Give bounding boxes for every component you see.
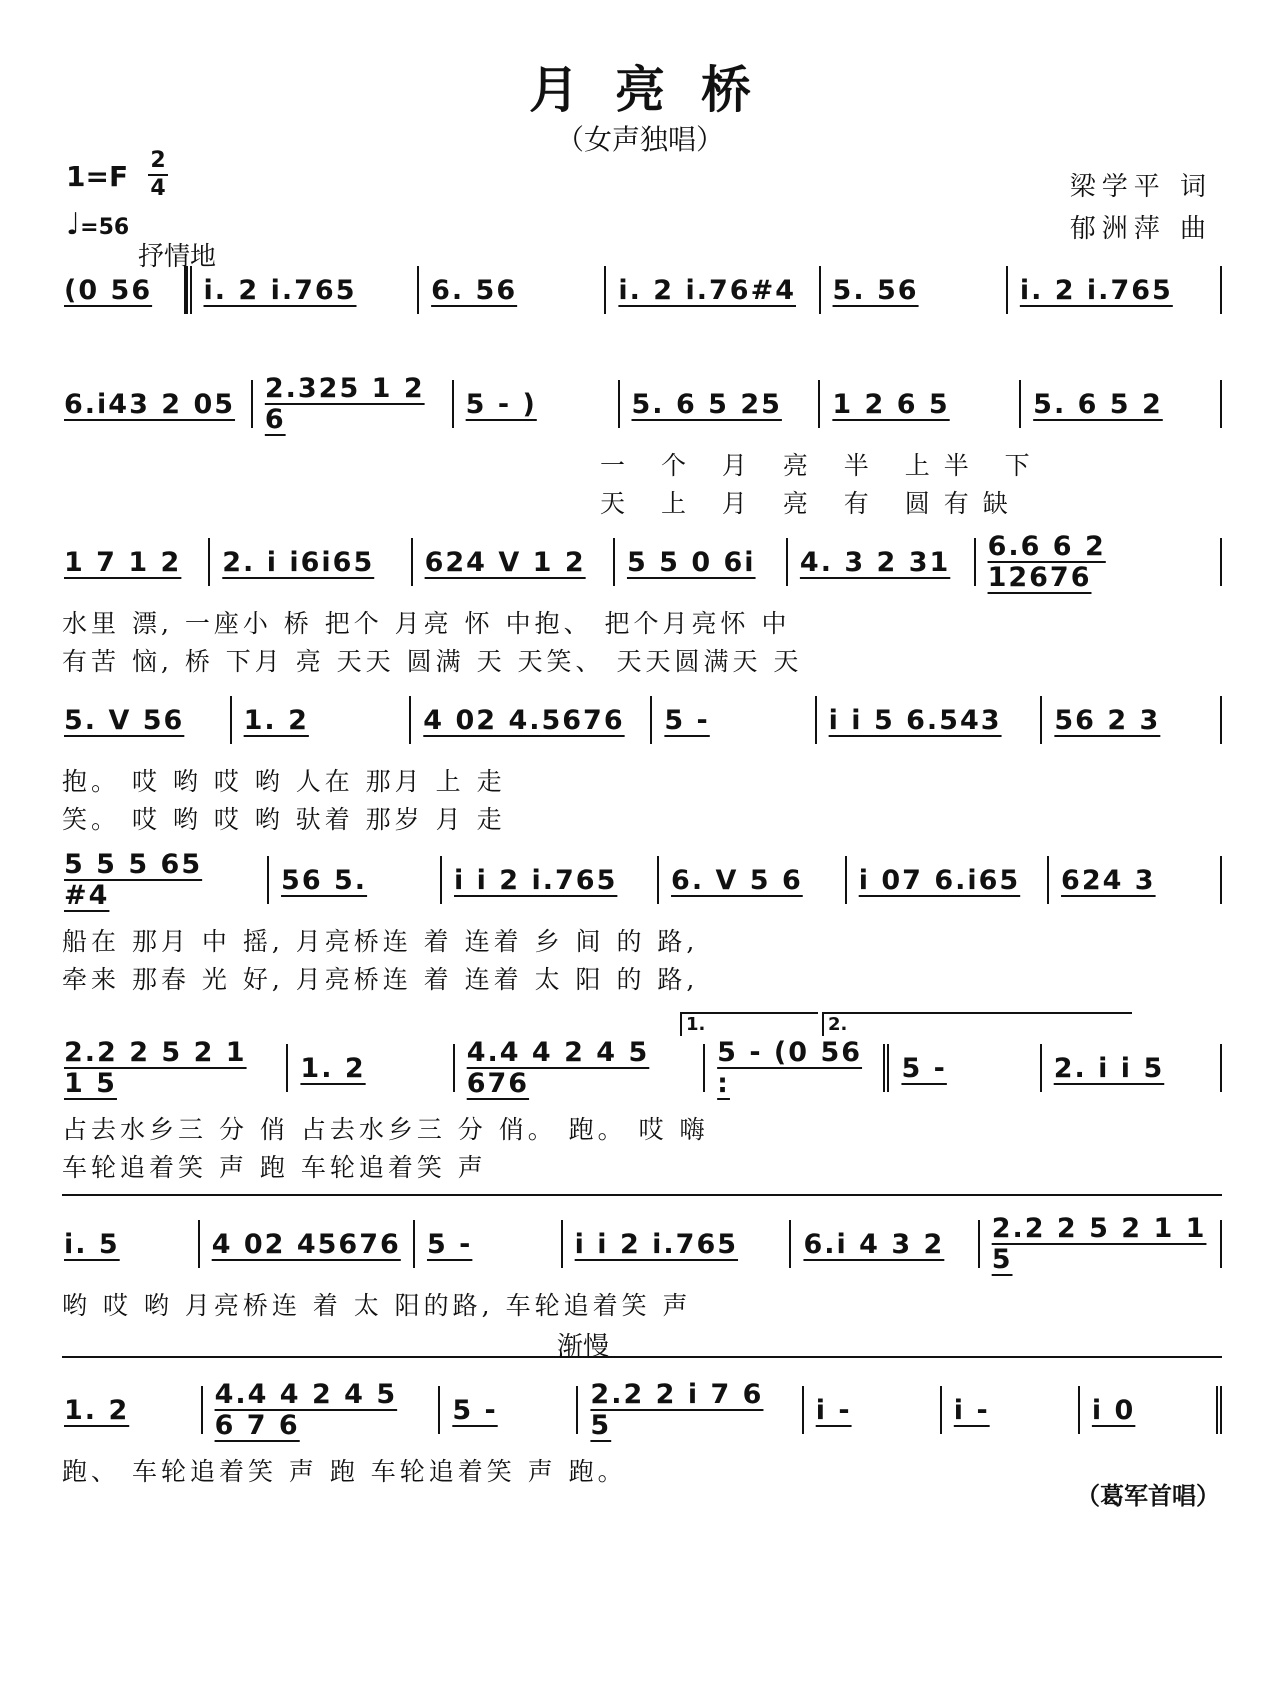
measure: i. 2 i.765 [1008,266,1222,314]
tempo-marking [66,207,129,242]
measure: 4.4 4 2 4 5 676 [455,1044,705,1092]
measure: 2.2 2 5 2 1 1 5 [980,1220,1222,1268]
lyric-verse-2: 笑。 哎 哟 哎 哟 驮着 那岁 月 走 [62,805,506,834]
measure: 2.2 2 i 7 6 5 [578,1386,803,1434]
measure: 2.2 2 5 2 1 1 5 [62,1044,288,1092]
lyricist-credit: 梁学平 词 [1069,172,1212,202]
measure: 5 5 5 65 #4 [62,856,269,904]
measure: 5 - [415,1220,563,1268]
measure: 624 ᐯ 1 2 [413,538,615,586]
measure: i - [804,1386,942,1434]
lyric-verse-2: 车轮追着笑 声 跑 车轮追着笑 声 [62,1153,487,1182]
first-ending-bracket: 1. [680,1012,818,1036]
tempo-value: =56 [80,215,130,240]
performer-credit: （葛军首唱） [1076,1482,1220,1510]
measure: 5 - (0 56 : [705,1044,889,1092]
key-signature: 1=F [66,160,129,193]
measure: 1. 2 [62,1386,203,1434]
measure: i. 5 [62,1220,200,1268]
measure: 5 - [889,1044,1041,1092]
measure: 5 - [652,696,816,744]
measure: 1 7 1 2 [62,538,210,586]
score-row-2 [62,373,1222,435]
lyric-verse-1: 哟 哎 哟 月亮桥连 着 太 阳的路, 车轮追着笑 声 [62,1291,692,1320]
measure: i i 5 6.543 [817,696,1043,744]
score-row-4 [62,696,1222,744]
time-signature [146,148,170,202]
lyric-verse-1: 跑、 车轮追着笑 声 跑 车轮追着笑 声 跑。 [62,1457,627,1486]
measure: i i 2 i.765 [563,1220,792,1268]
expression-marking: 抒情地 [138,242,217,272]
measure: 5. 56 [821,266,1008,314]
system-divider [62,1356,1222,1358]
measure: i. 2 i.765 [186,266,420,314]
score-row-7 [62,1213,1222,1275]
composer-credit: 郁洲萍 曲 [1069,214,1212,244]
measure: 624 3 [1049,856,1222,904]
measure: 6.i 4 3 2 [791,1220,979,1268]
meter-top: 2 [150,148,166,173]
lyric-verse-1: 船在 那月 中 摇, 月亮桥连 着 连着 乡 间 的 路, [62,927,699,956]
measure: 5. 6 5 2 [1021,380,1222,428]
lyric-verse-1: 一 个 月 亮 半 上半 下 [600,451,1044,480]
song-title: 月亮桥 [529,60,787,119]
measure: 56 5. [269,856,442,904]
measure: 5 - [440,1386,578,1434]
system-divider [62,1194,1222,1196]
measure: 4 02 45676 [200,1220,415,1268]
quarter-note-icon: ♩ [66,207,81,242]
lyric-verse-2: 天 上 月 亮 有 圆有缺 [600,489,1022,518]
measure: i i 2 i.765 [442,856,659,904]
song-subtitle: （女声独唱） [555,123,724,156]
measure: 56 2 3 [1042,696,1222,744]
final-measure: i 0 [1080,1386,1222,1434]
measure: 6. 56 [419,266,606,314]
lyric-verse-1: 水里 漂, 一座小 桥 把个 月亮 怀 中抱、 把个月亮怀 中 [62,609,791,638]
measure: 4. 3 2 31 [788,538,976,586]
measure: i - [942,1386,1080,1434]
measure: 1. 2 [288,1044,454,1092]
score-row-8 [62,1379,1222,1441]
measure: i. 2 i.76#4 [606,266,820,314]
measure: 6.i43 2 05 [62,380,253,428]
lyric-verse-2: 有苦 恼, 桥 下月 亮 天天 圆满 天 天笑、 天天圆满天 天 [62,647,803,676]
measure: 1 2 6 5 [820,380,1021,428]
measure: 4 02 4.5676 [411,696,652,744]
measure: 2. i i6i65 [210,538,412,586]
measure: 5 - ) [454,380,620,428]
score-row-5 [62,849,1222,911]
measure: 2.325 1 2 6 [253,380,454,428]
measure: 1. 2 [232,696,412,744]
measure: 4.4 4 2 4 5 6 7 6 [203,1386,441,1434]
lyric-verse-2: 牵来 那春 光 好, 月亮桥连 着 连着 太 阳 的 路, [62,965,699,994]
measure: 6.6 6 2 12676 [976,538,1222,586]
measure: i 07 6.i65 [847,856,1049,904]
measure: 5. 6 5 25 [620,380,821,428]
score-row-1 [62,266,1222,314]
measure: 6. ᐯ 5 6 [659,856,847,904]
meter-bottom: 4 [150,176,166,201]
measure: 2. i i 5 [1042,1044,1222,1092]
score-row-6 [62,1037,1222,1099]
second-ending-bracket: 2. [822,1012,1132,1036]
lyric-verse-1: 占去水乡三 分 俏 占去水乡三 分 俏。 跑。 哎 嗨 [62,1115,709,1144]
lyric-verse-1: 抱。 哎 哟 哎 哟 人在 那月 上 走 [62,767,506,796]
measure: (0 56 [62,266,186,314]
score-row-3 [62,531,1222,593]
tempo-change-marking: 渐慢 [557,1332,610,1362]
measure: 5. ᐯ 56 [62,696,232,744]
measure: 5 5 0 6i [615,538,788,586]
